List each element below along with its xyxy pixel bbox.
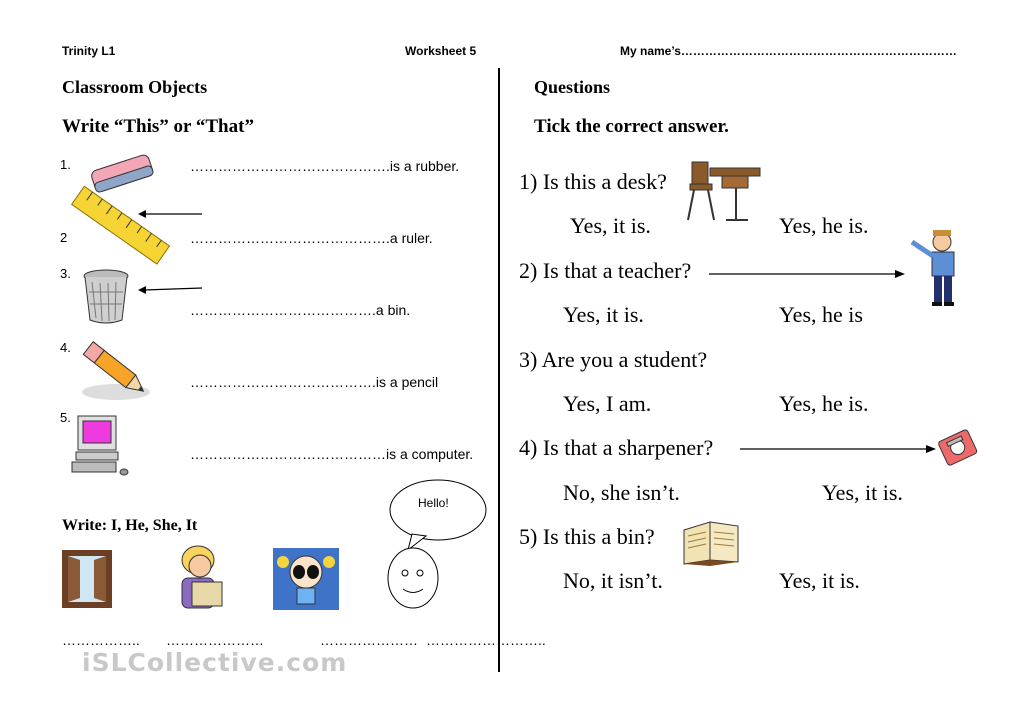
pencil-icon [76, 338, 156, 404]
q3-answer-b[interactable]: Yes, he is. [779, 391, 869, 416]
question-2: 2) Is that a teacher? [519, 258, 692, 283]
answer-blank-1[interactable]: …………….. [62, 632, 140, 648]
item-line-3: ………………………………….a bin. [190, 302, 411, 318]
q2-answer-b[interactable]: Yes, he is [779, 302, 863, 327]
q4-answer-b[interactable]: Yes, it is. [822, 480, 903, 505]
q1-answer-a[interactable]: Yes, it is. [570, 213, 651, 238]
header-name-field: My name’s…………………………………………………………… [620, 44, 957, 58]
page-divider [498, 68, 500, 672]
question-3: 3) Are you a student? [519, 347, 708, 372]
boy-reading-icon [168, 542, 232, 614]
sharpener-icon [936, 424, 982, 472]
q1-answer-b[interactable]: Yes, he is. [779, 213, 869, 238]
q2-answer-a[interactable]: Yes, it is. [563, 302, 644, 327]
right-instruction: Tick the correct answer. [534, 116, 729, 137]
item-line-1: …………………………………….is a rubber. [190, 158, 460, 174]
item-line-2: …………………………………….a ruler. [190, 230, 433, 246]
answer-blank-3[interactable]: ………………… [320, 632, 418, 648]
item-number-4: 4. [60, 340, 71, 355]
pronoun-title: Write: I, He, She, It [62, 517, 198, 534]
item-number-2: 2 [60, 230, 68, 245]
answer-blank-2[interactable]: ………………… [166, 632, 264, 648]
watermark-logo: iSLCollective.com [82, 648, 348, 677]
computer-icon [70, 414, 130, 476]
teacher-icon [908, 228, 966, 308]
ruler-icon [68, 186, 172, 266]
item-number-3: 3. [60, 266, 71, 281]
question-5: 5) Is this a bin? [519, 524, 655, 549]
item-line-4: ………………………………….is a pencil [190, 374, 439, 390]
arrow-to-teacher [709, 268, 905, 280]
right-section-title: Questions [534, 77, 611, 97]
smiley-face-icon [386, 546, 440, 610]
window-icon [60, 548, 116, 612]
arrow-to-sharpener [740, 443, 936, 455]
arrow-to-bin [138, 284, 204, 296]
q5-answer-b[interactable]: Yes, it is. [779, 568, 860, 593]
speech-bubble-text: Hello! [418, 496, 449, 510]
question-4: 4) Is that a sharpener? [519, 435, 714, 460]
bin-icon [82, 268, 130, 324]
item-number-1: 1. [60, 157, 71, 172]
left-section-title: Classroom Objects [62, 77, 208, 97]
powerpuff-girl-icon [273, 548, 339, 610]
desk-icon [686, 158, 764, 228]
book-icon [680, 514, 742, 566]
item-number-5: 5. [60, 410, 71, 425]
item-line-5: ……………………………………is a computer. [190, 446, 474, 462]
q3-answer-a[interactable]: Yes, I am. [563, 391, 652, 416]
answer-blank-4[interactable]: …………………….. [426, 632, 546, 648]
header-worksheet-label: Worksheet 5 [405, 44, 477, 58]
header-class-label: Trinity L1 [62, 44, 116, 58]
question-1: 1) Is this a desk? [519, 169, 667, 194]
speech-bubble [386, 478, 490, 548]
arrow-to-ruler [138, 208, 204, 220]
q5-answer-a[interactable]: No, it isn’t. [563, 568, 663, 593]
q4-answer-a[interactable]: No, she isn’t. [563, 480, 680, 505]
left-instruction: Write “This” or “That” [62, 116, 254, 137]
